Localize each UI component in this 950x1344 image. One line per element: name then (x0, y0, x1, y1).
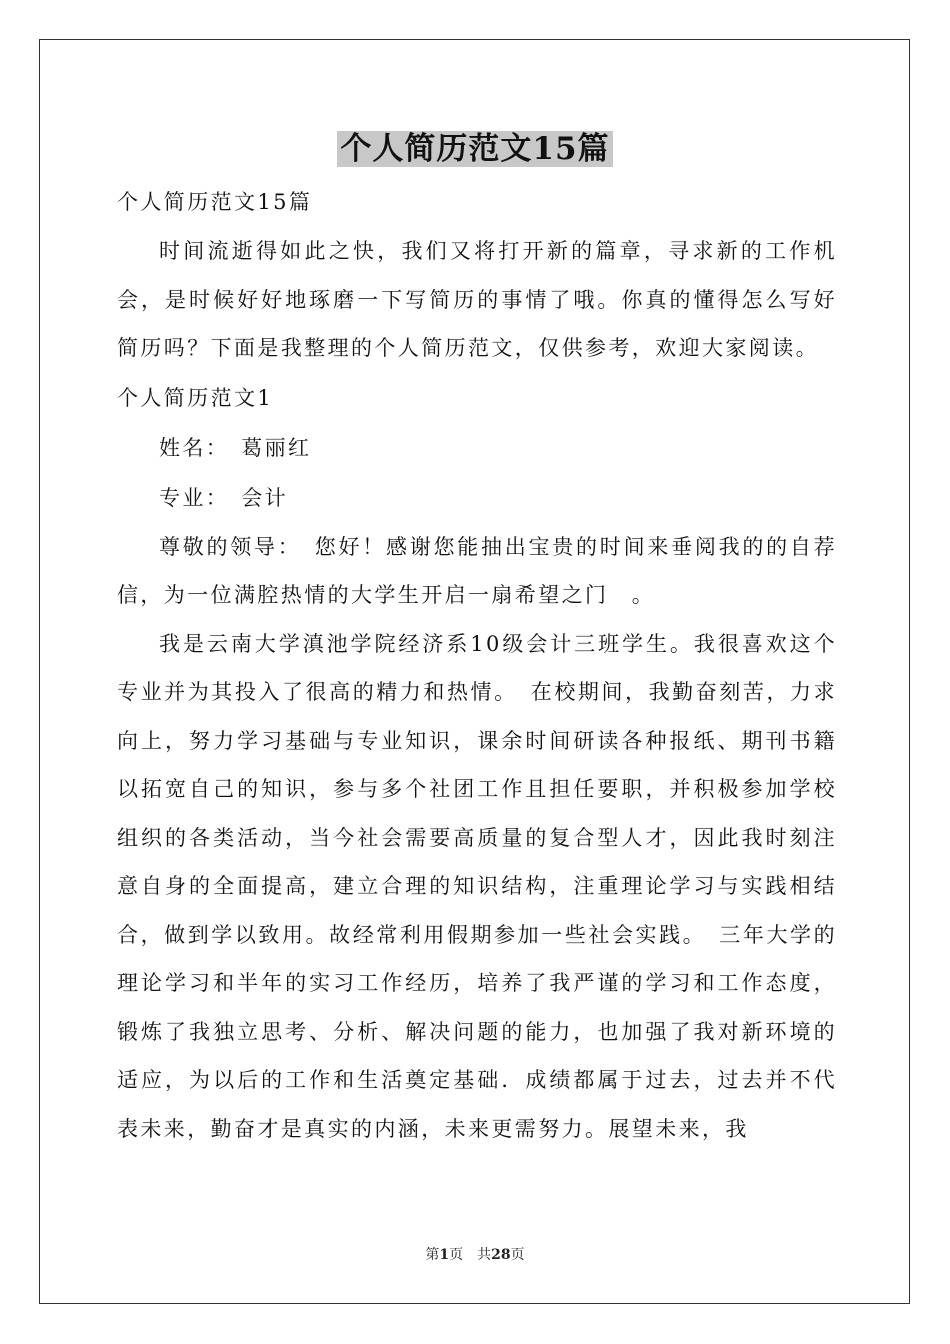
letter-paragraph-body: 我是云南大学滇池学院经济系10级会计三班学生。我很喜欢这个专业并为其投入了很高的精力和热情。 在校期间，我勤奋刻苦，力求向上，努力学习基础与专业知识，课余时间研读各种报纸、期刊书籍以拓宽自己的知识，参与多个社团工作且担任要职，并积极参加学校组织的各类活动，当今社会需要高质量的复合型人才，因此我时刻注意自身的全面提高，建立合理的知识结构，注重理论学习与实践相结合，做到学以致用。故经常利用假期参加一些社会实践。 三年大学的理论学习和半年的实习工作经历，培养了我严谨的学习和工作态度，锻炼了我独立思考、分析、解决问题的能力，也加强了我对新环境的适应，为以后的工作和生活奠定基础．成绩都属于过去，过去并不代表未来，勤奋才是真实的内涵，未来更需努力。展望未来，我 (117, 631, 837, 1141)
document-body (117, 177, 837, 1153)
footer-page-total: 28 (491, 1247, 511, 1263)
field-value: 葛丽红 (241, 435, 312, 460)
field-name-row (117, 423, 837, 473)
footer-page-current: 1 (439, 1247, 450, 1263)
footer-suffix: 页 (510, 1247, 525, 1263)
document-subtitle: 个人简历范文15篇 (117, 190, 313, 214)
footer-mid: 页 共 (449, 1247, 492, 1263)
field-label: 姓名： (159, 435, 230, 460)
document-title (0, 127, 950, 171)
letter-paragraph-greeting: 尊敬的领导： 您好！感谢您能抽出宝贵的时间来垂阅我的的自荐信，为一位满腔热情的大学生开启一扇希望之门 。 (117, 534, 837, 607)
field-major-row (117, 473, 837, 523)
footer-prefix: 第 (425, 1247, 440, 1263)
field-value: 会计 (241, 485, 289, 510)
intro-paragraph: 时间流逝得如此之快，我们又将打开新的篇章，寻求新的工作机会，是时候好好地琢磨一下写简历的事情了哦。你真的懂得怎么写好简历吗？下面是我整理的个人简历范文，仅供参考，欢迎大家阅读。 (117, 239, 837, 360)
section-heading: 个人简历范文1 (117, 385, 274, 410)
document-title-text: 个人简历范文15篇 (337, 131, 612, 167)
page-footer (0, 1244, 950, 1264)
field-label: 专业： (159, 485, 230, 510)
